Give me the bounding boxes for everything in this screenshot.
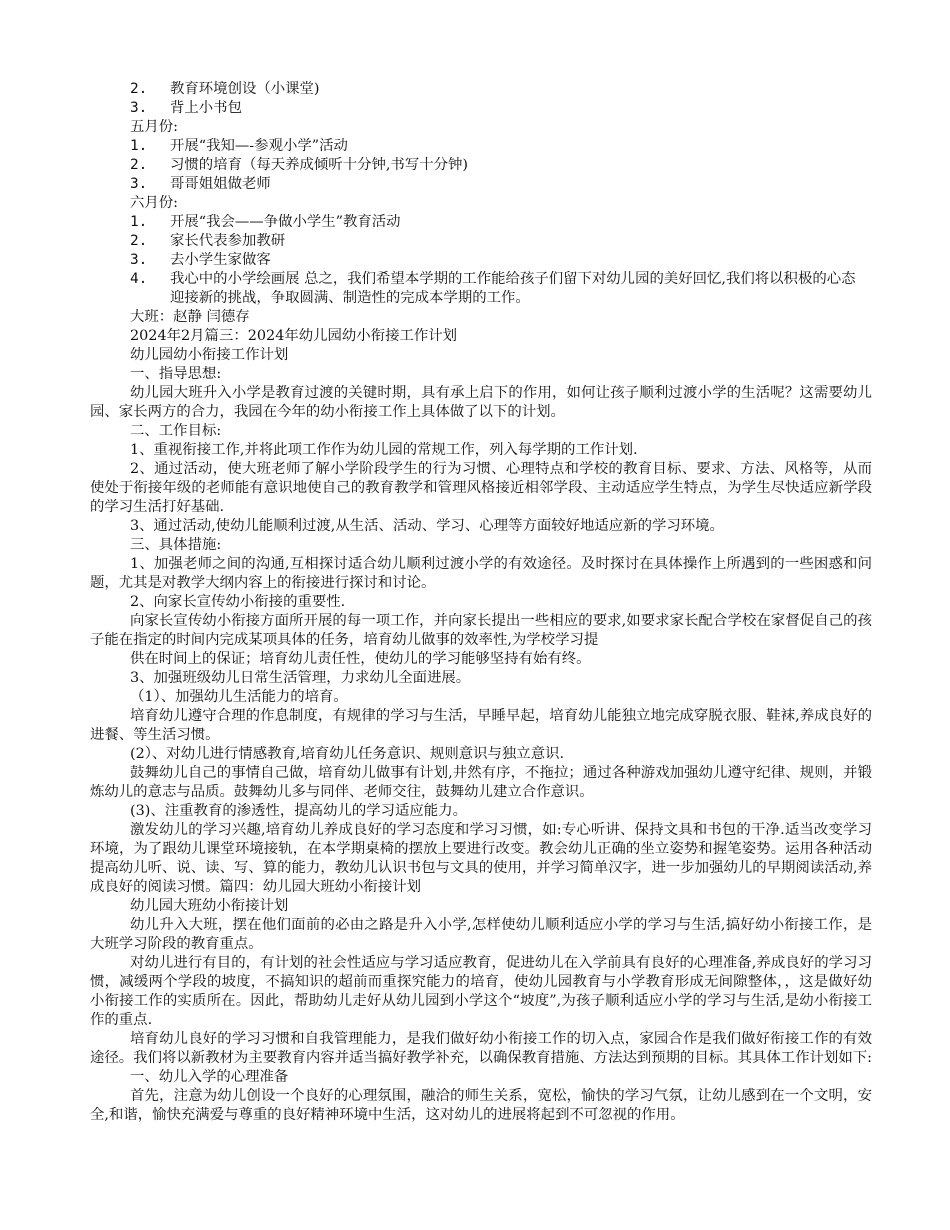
list-item: 2. 习惯的培育（每天养成倾听十分钟,书写十分钟): [130, 157, 469, 173]
date-line: 2024年2月篇三：2024年幼儿园幼小衔接工作计划: [130, 328, 458, 344]
paragraph: 幼儿园大班升入小学是教育过渡的关键时期，具有承上启下的作用，如何让孩子顺利过渡小学的生活呢？这需要幼儿园、家长两方的合力，我园在今年的幼小衔接工作上具体做了以下的计划。: [90, 385, 872, 420]
list-item: 3. 背上小书包: [130, 100, 242, 116]
section-heading: 一、幼儿入学的心理准备: [130, 1069, 289, 1085]
paragraph: 幼儿升入大班，摆在他们面前的必由之路是升入小学,怎样使幼儿顺利适应小学的学习与生活,搞好幼小衔接工作，是大班学习阶段的教育重点。: [90, 917, 872, 952]
paragraph: 3、通过活动,使幼儿能顺利过渡,从生活、活动、学习、心理等方面较好地适应新的学习环境。: [130, 518, 724, 534]
list-item: 3. 哥哥姐姐做老师: [130, 176, 271, 192]
paragraph: 1、加强老师之间的沟通,互相探讨适合幼儿顺利过渡小学的有效途径。及时探讨在具体操作上所遇到的一些困惑和问题，尤其是对教学大纲内容上的衔接进行探讨和讨论。: [90, 556, 872, 591]
list-item: 2. 家长代表参加教研: [130, 233, 286, 249]
paragraph: 首先，注意为幼儿创设一个良好的心理氛围，融洽的师生关系，宽松，愉快的学习气氛，让幼儿感到在一个文明，安全,和谐，愉快充满爱与尊重的良好精神环境中生活，这对幼儿的进展将起到不可忽视的作用。: [90, 1088, 872, 1123]
paragraph: 2、向家长宣传幼小衔接的重要性.: [130, 594, 346, 610]
paragraph: 培育幼儿遵守合理的作息制度，有规律的学习与生活，早睡早起，培育幼儿能独立地完成穿脱衣服、鞋袜,养成良好的进餐、等生活习惯。: [90, 708, 872, 743]
paragraph: 2、通过活动，使大班老师了解小学阶段学生的行为习惯、心理特点和学校的教育目标、要求、方法、风格等，从而使处于衔接年级的老师能有意识地使自己的教育教学和管理风格接近相邻学段、主动适应学生特点，为学生尽快适应新学段的学习生活打好基础.: [90, 461, 872, 515]
list-item: 1. 开展“我知—-参观小学”活动: [130, 138, 348, 154]
paragraph: 鼓舞幼儿自己的事情自己做，培育幼儿做事有计划,井然有序，不拖拉；通过各种游戏加强幼儿遵守纪律、规则，并锻炼幼儿的意志与品质。鼓舞幼儿多与同伴、老师交往，鼓舞幼儿建立合作意识。: [90, 765, 872, 800]
paragraph: 对幼儿进行有目的，有计划的社会性适应与学习适应教育，促进幼儿在入学前具有良好的心理准备,养成良好的学习习惯，减缓两个学段的坡度，不搞知识的超前而重探究能力的培育，使幼儿园教育与小学教育形成无间隙整体，，这是做好幼小衔接工作的实质所在。因此，帮助幼儿走好从幼儿园到小学这个“坡度”,为孩子顺利适应小学的学习与生活,是幼小衔接工作的重点.: [90, 955, 872, 1028]
signature-line: 大班：赵静 闫德存: [130, 309, 250, 325]
list-item: 1. 开展“我会——争做小学生”教育活动: [130, 214, 401, 230]
list-item: 4. 我心中的小学绘画展 总之，我们希望本学期的工作能给孩子们留下对幼儿园的美好回忆,我们将以积极的心态迎接新的挑战，争取圆满、制造性的完成本学期的工作。: [130, 271, 856, 306]
paragraph: 1、重视衔接工作,并将此项工作作为幼儿园的常规工作，列入每学期的工作计划.: [130, 442, 638, 458]
section-heading: 二、工作目标:: [130, 423, 222, 439]
document-page: [90, 80, 872, 1125]
section-heading: 三、具体措施:: [130, 537, 222, 553]
paragraph: (3)、注重教育的渗透性，提高幼儿的学习适应能力。: [130, 803, 467, 819]
paragraph: (2）、对幼儿进行情感教育,培育幼儿任务意识、规则意识与独立意识.: [130, 746, 565, 762]
paragraph: 激发幼儿的学习兴趣,培育幼儿养成良好的学习态度和学习习惯，如:专心听讲、保持文具和书包的干净.适当改变学习环境，为了跟幼儿课堂环境接轨，在本学期桌椅的摆放上要进行改变。教会幼儿正确的坐立姿势和握笔姿势。运用各种活动提高幼儿听、说、读、写、算的能力，教幼儿认识书包与文具的使用，并学习简单汉字，进一步加强幼儿的早期阅读活动,养成良好的阅读习惯。篇四：幼儿园大班幼小衔接计划: [90, 822, 872, 895]
paragraph: 向家长宣传幼小衔接方面所开展的每一项工作，并向家长提出一些相应的要求,如要求家长配合学校在家督促自己的孩子能在指定的时间内完成某项具体的任务，培育幼儿做事的效率性,为学校学习提: [90, 613, 872, 648]
paragraph: 3、加强班级幼儿日常生活管理，力求幼儿全面进展。: [130, 670, 471, 686]
document-title: 幼儿园幼小衔接工作计划: [130, 347, 289, 363]
section-heading: 一、指导思想:: [130, 366, 222, 382]
paragraph: （1）、加强幼儿生活能力的培育。: [130, 689, 348, 705]
paragraph: 供在时间上的保证；培育幼儿责任性，使幼儿的学习能够坚持有始有终。: [130, 651, 591, 667]
paragraph: 培育幼儿良好的学习习惯和自我管理能力，是我们做好幼小衔接工作的切入点，家园合作是我们做好衔接工作的有效途径。我们将以新教材为主要教育内容并适当搞好教学补充，以确保教育措施、方法达到预期的目标。其具体工作计划如下:: [90, 1031, 872, 1066]
list-item: 3. 去小学生家做客: [130, 252, 271, 268]
section-heading: 五月份:: [130, 119, 179, 135]
section-heading: 六月份:: [130, 195, 179, 211]
section-title: 幼儿园大班幼小衔接计划: [130, 898, 289, 914]
list-item: 2. 教育环境创设（小课堂): [130, 81, 320, 97]
